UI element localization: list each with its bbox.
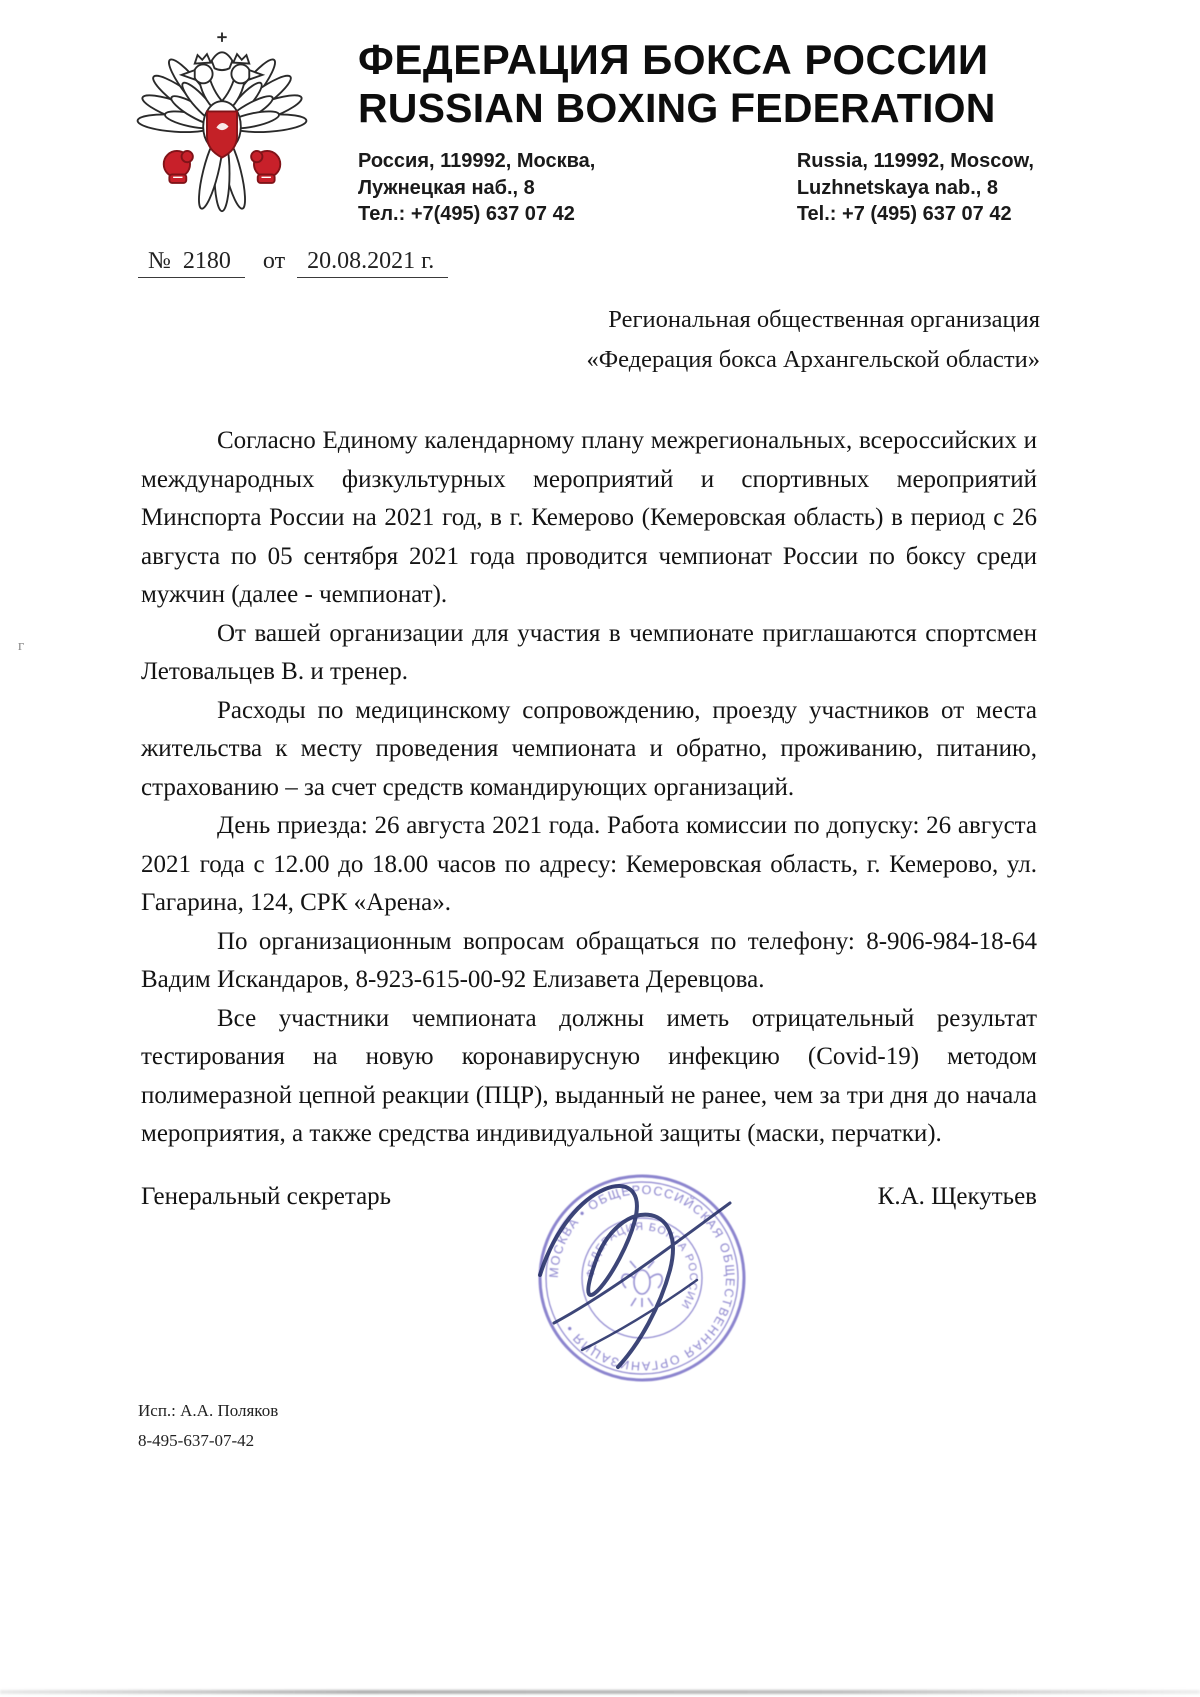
address-en-line1: Russia, 119992, Moscow, [796, 150, 1034, 173]
address-en-line2: Luzhnetskaya nab., 8 [796, 176, 998, 199]
paragraph-1: Согласно Единому календарному плану межрегиональных, всероссийских и международных физкультурных мероприятий и спортивных мероприятий Минспорта России на 2021 год, в г. Кемерово (Кемеровская область) в период с 26 августа по 05 сентября 2021 года проводится чемпионат России по боксу среди мужчин (далее - чемпионат). [141, 427, 1037, 608]
address-en-line3: Tel.: +7 (495) 637 07 42 [796, 203, 1012, 226]
stamp-inner-text: ФЕДЕРАЦИЯ БОКСА РОССИИ [584, 1220, 700, 1312]
reference-line [138, 248, 448, 275]
paragraph-6: Все участники чемпионата должны иметь отрицательный результат тестирования на новую коронавирусную инфекцию (Covid-19) методом полимеразной цепной реакции (ПЦР), выданный не ранее, чем за три дня до начала мероприятия, а также средства индивидуальной защиты (маски, перчатки). [141, 1004, 1037, 1147]
signatory-name: К.А. Щекутьев [877, 1183, 1037, 1210]
ref-from-label: от [262, 248, 286, 274]
scan-edge-line [0, 1690, 1200, 1694]
scan-artifact-mark: г [18, 638, 25, 654]
paragraph-5: По организационным вопросам обращаться по телефону: 8-906-984-18-64 Вадим Искандаров, 8-923-615-00-92 Елизавета Деревцова. [141, 927, 1037, 993]
address-ru-line2: Лужнецкая наб., 8 [358, 176, 535, 199]
recipient-line1: Региональная общественная организация [608, 306, 1040, 333]
stamp-ring-text: МОСКВА • ОБЩЕРОССИЙСКАЯ ОБЩЕСТВЕННАЯ ОРГАНИЗАЦИЯ • [546, 1182, 738, 1374]
paragraph-4: День приезда: 26 августа 2021 года. Работа комиссии по допуску: 26 августа 2021 года с 12.00 до 18.00 часов по адресу: Кемеровская область, г. Кемерово, ул. Гагарина, 124, СРК «Арена». [141, 812, 1037, 916]
ref-number-field [138, 248, 245, 278]
recipient-block [587, 300, 1040, 379]
org-name-ru: ФЕДЕРАЦИЯ БОКСА РОССИИ [358, 36, 989, 83]
letterhead [128, 20, 1038, 234]
address-ru-line3: Тел.: +7(495) 637 07 42 [358, 203, 575, 226]
address-en [797, 148, 1034, 227]
letterhead-text [358, 20, 1038, 234]
ref-number-value: 2180 [182, 248, 231, 274]
coat-of-arms-icon [128, 20, 316, 234]
paragraph-3: Расходы по медицинскому сопровождению, проезду участников от места жительства к месту проведения чемпионата и обратно, проживанию, питанию, страхованию – за счет средств командирующих организаций. [141, 696, 1037, 801]
signatory-title: Генеральный секретарь [141, 1183, 392, 1210]
ref-date-value: 20.08.2021 г. [297, 248, 448, 278]
address-ru-line1: Россия, 119992, Москва, [358, 150, 596, 173]
recipient-line2: «Федерация бокса Архангельской области» [586, 345, 1040, 373]
letter-body [141, 422, 1037, 1154]
paragraph-2: От вашей организации для участия в чемпионате приглашаются спортсмен Летовальцев В. и тренер. [141, 619, 1037, 685]
executor-phone: 8-495-637-07-42 [138, 1431, 255, 1451]
addresses [358, 148, 1038, 227]
ref-number-label: № [148, 248, 171, 274]
address-ru [358, 148, 595, 227]
executor-name: Исп.: А.А. Поляков [138, 1401, 279, 1420]
handwritten-signature [492, 1145, 792, 1415]
executor-block [138, 1396, 278, 1457]
org-name-en: RUSSIAN BOXING FEDERATION [358, 84, 996, 131]
